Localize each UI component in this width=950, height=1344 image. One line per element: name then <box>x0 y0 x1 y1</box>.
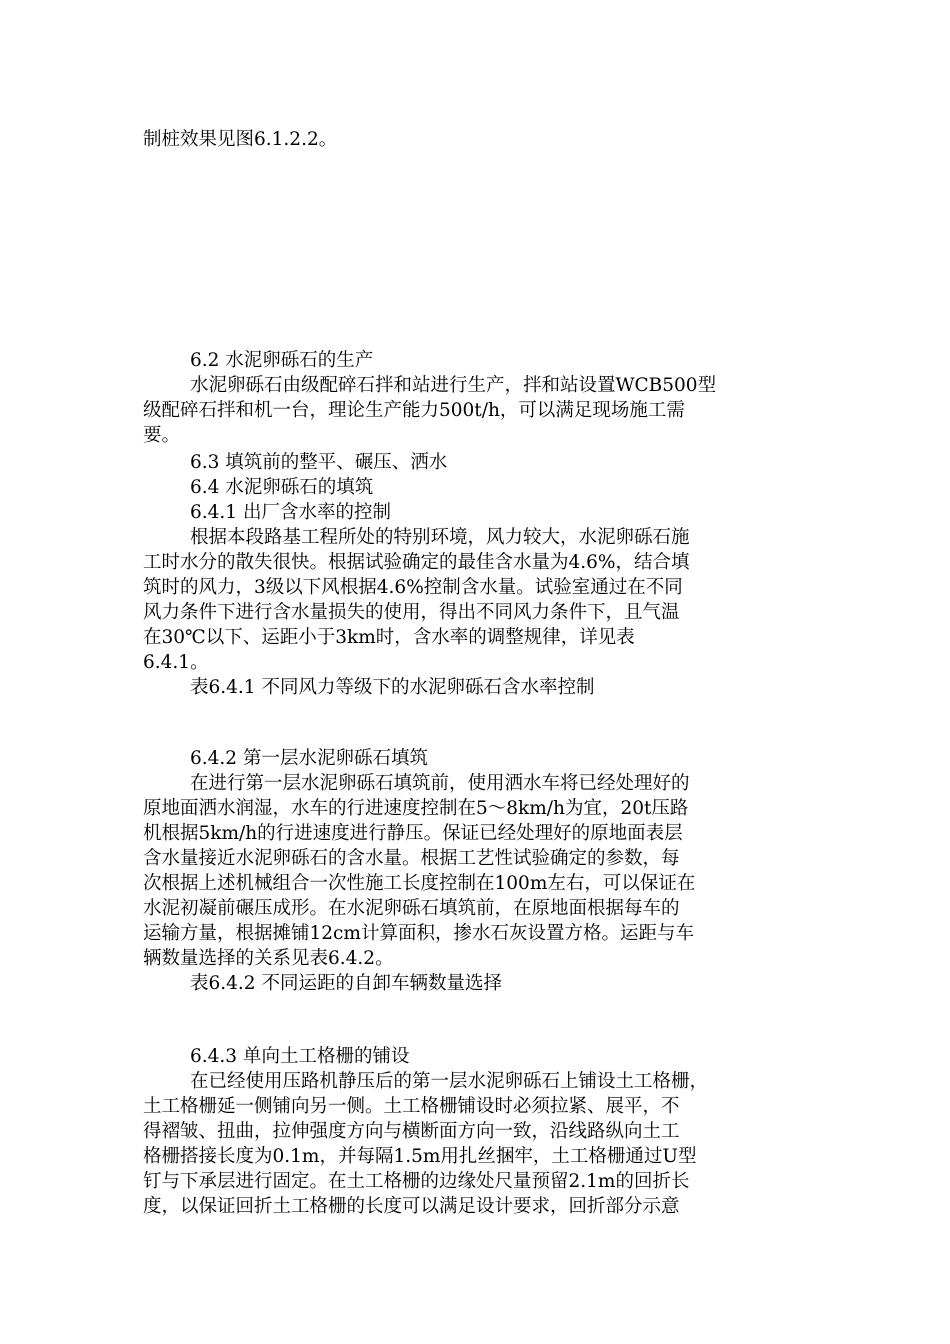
paragraph-line: 辆数量选择的关系见表6.4.2。 <box>143 948 394 969</box>
paragraph-line: 工时水分的散失很快。根据试验确定的最佳含水量为4.6%，结合填 <box>143 552 690 573</box>
paragraph-line: 风力条件下进行含水量损失的使用，得出不同风力条件下，且气温 <box>143 602 680 623</box>
paragraph-line: 土工格栅延一侧铺向另一侧。土工格栅铺设时必须拉紧、展平，不 <box>143 1096 680 1117</box>
paragraph-line: 水泥初凝前碾压成形。在水泥卵砾石填筑前，在原地面根据每车的 <box>143 898 680 919</box>
text-line: 制桩效果见图6.1.2.2。 <box>143 129 338 150</box>
section-heading: 6.3 填筑前的整平、碾压、洒水 <box>190 452 448 473</box>
paragraph-line: 原地面洒水润湿，水车的行进速度控制在5～8km/h为宜，20t压路 <box>143 798 689 819</box>
paragraph-line: 次根据上述机械组合一次性施工长度控制在100m左右，可以保证在 <box>143 873 696 894</box>
section-heading: 6.4.1 出厂含水率的控制 <box>190 502 391 523</box>
table-caption: 表6.4.2 不同运距的自卸车辆数量选择 <box>190 973 502 994</box>
paragraph-line: 要。 <box>143 425 181 446</box>
table-caption: 表6.4.1 不同风力等级下的水泥卵砾石含水率控制 <box>190 677 595 698</box>
paragraph-line: 根据本段路基工程所处的特别环境，风力较大，水泥卵砾石施 <box>190 527 690 548</box>
paragraph-line: 格栅搭接长度为0.1m，并每隔1.5m用扎丝捆牢，土工格栅通过U型 <box>143 1146 697 1167</box>
paragraph-line: 机根据5km/h的行进速度进行静压。保证已经处理好的原地面表层 <box>143 823 683 844</box>
paragraph-line: 在30℃以下、运距小于3km时，含水率的调整规律，详见表 <box>143 627 635 648</box>
paragraph-line: 水泥卵砾石由级配碎石拌和站进行生产，拌和站设置WCB500型 <box>190 375 717 396</box>
paragraph-line: 筑时的风力，3级以下风根据4.6%控制含水量。试验室通过在不同 <box>143 577 683 598</box>
paragraph-line: 6.4.1。 <box>143 652 209 673</box>
paragraph-line: 在进行第一层水泥卵砾石填筑前，使用洒水车将已经处理好的 <box>190 773 690 794</box>
paragraph-line: 得褶皱、扭曲，拉伸强度方向与横断面方向一致，沿线路纵向土工 <box>143 1121 680 1142</box>
section-heading: 6.2 水泥卵砾石的生产 <box>190 350 374 371</box>
paragraph-line: 含水量接近水泥卵砾石的含水量。根据工艺性试验确定的参数，每 <box>143 848 680 869</box>
section-heading: 6.4 水泥卵砾石的填筑 <box>190 477 374 498</box>
section-heading: 6.4.2 第一层水泥卵砾石填筑 <box>190 748 428 769</box>
paragraph-line: 在已经使用压路机静压后的第一层水泥卵砾石上铺设土工格栅， <box>190 1071 709 1092</box>
section-heading: 6.4.3 单向土工格栅的铺设 <box>190 1046 410 1067</box>
paragraph-line: 级配碎石拌和机一台，理论生产能力500t/h，可以满足现场施工需 <box>143 400 685 421</box>
paragraph-line: 度，以保证回折土工格栅的长度可以满足设计要求，回折部分示意 <box>143 1196 680 1217</box>
paragraph-line: 运输方量，根据摊铺12cm计算面积，掺水石灰设置方格。运距与车 <box>143 923 694 944</box>
paragraph-line: 钉与下承层进行固定。在土工格栅的边缘处尺量预留2.1m的回折长 <box>143 1171 690 1192</box>
